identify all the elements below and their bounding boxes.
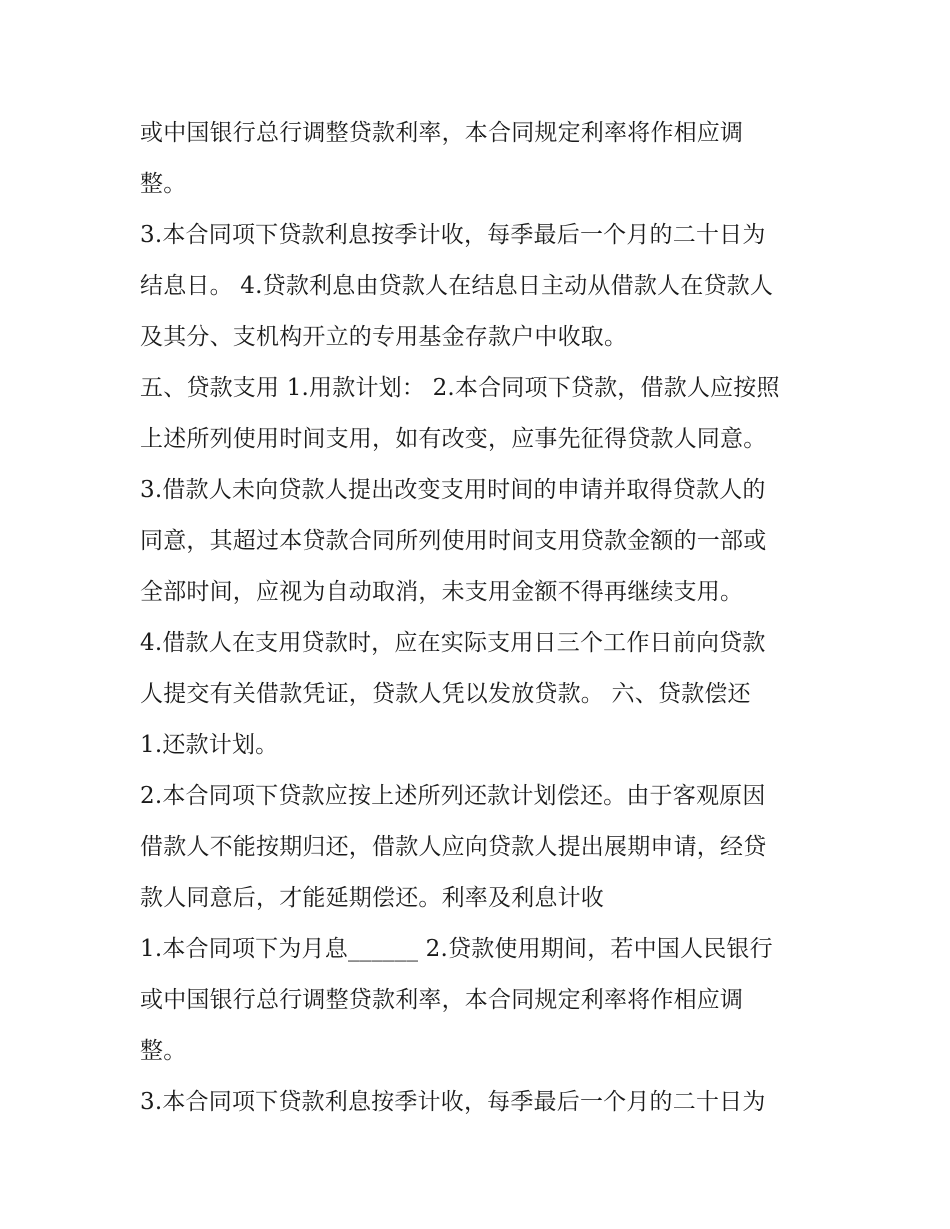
text-line: 3.借款人未向贷款人提出改变支用时间的申请并取得贷款人的 (140, 477, 766, 503)
document-body (140, 108, 830, 1128)
text-line: 1.本合同项下为月息______ 2.贷款使用期间，若中国人民银行 (140, 936, 773, 962)
text-line: 结息日。 4.贷款利息由贷款人在结息日主动从借款人在贷款人 (140, 273, 774, 299)
text-line: 整。 (140, 1038, 187, 1064)
text-line: 整。 (140, 171, 187, 197)
text-line: 同意，其超过本贷款合同所列使用时间支用贷款金额的一部或 (140, 528, 767, 554)
text-line: 借款人不能按期归还，借款人应向贷款人提出展期申请，经贷 (140, 834, 767, 860)
text-line: 全部时间，应视为自动取消，未支用金额不得再继续支用。 (140, 579, 744, 605)
text-line: 或中国银行总行调整贷款利率，本合同规定利率将作相应调 (140, 987, 744, 1013)
text-line: 2.本合同项下贷款应按上述所列还款计划偿还。由于客观原因 (140, 783, 766, 809)
text-line: 人提交有关借款凭证，贷款人凭以发放贷款。 六、贷款偿还 (140, 681, 751, 707)
text-line: 款人同意后，才能延期偿还。利率及利息计收 (140, 885, 604, 911)
text-line: 及其分、支机构开立的专用基金存款户中收取。 (140, 324, 628, 350)
text-line: 或中国银行总行调整贷款利率，本合同规定利率将作相应调 (140, 120, 744, 146)
text-line: 上述所列使用时间支用，如有改变，应事先征得贷款人同意。 (140, 426, 767, 452)
text-line: 3.本合同项下贷款利息按季计收，每季最后一个月的二十日为 (140, 1089, 766, 1115)
text-line: 五、贷款支用 1.用款计划： 2.本合同项下贷款，借款人应按照 (140, 375, 780, 401)
text-line: 3.本合同项下贷款利息按季计收，每季最后一个月的二十日为 (140, 222, 766, 248)
text-line: 1.还款计划。 (140, 732, 279, 758)
text-line: 4.借款人在支用贷款时，应在实际支用日三个工作日前向贷款 (140, 630, 766, 656)
